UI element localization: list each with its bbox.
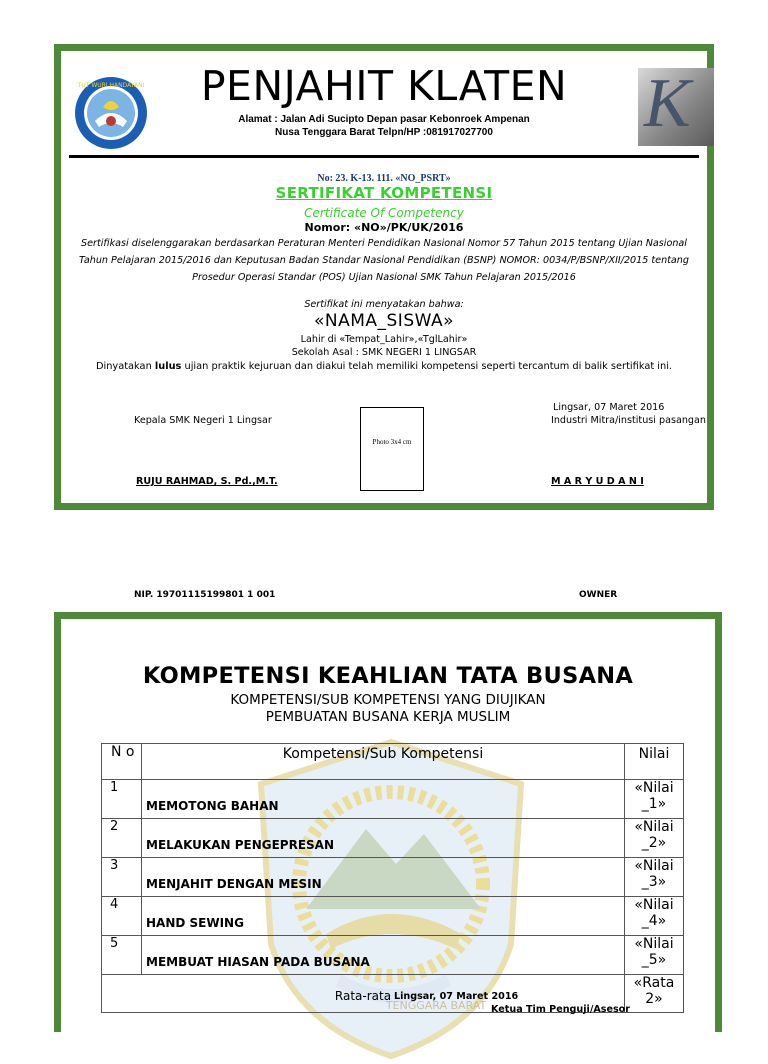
row-no: 1 — [102, 780, 142, 819]
declaration-part: Dinyatakan — [95, 361, 155, 372]
table-row — [102, 819, 684, 858]
table-row — [102, 858, 684, 897]
certificate-nomor: Nomor: «NO»/PK/UK/2016 — [304, 221, 464, 234]
table-row — [102, 897, 684, 936]
declaration-part: ujian praktik kejuruan dan diakui telah memiliki kompetensi seperti tercantum di balik sertifikat ini. — [181, 361, 673, 372]
header-divider — [69, 155, 699, 158]
business-name: PENJAHIT KLATEN — [200, 62, 568, 110]
header-no: N o — [102, 744, 142, 780]
school-head-signer: RUJU RAHMAD, S. Pd.,M.T. — [136, 476, 278, 487]
competency-package: PEMBUATAN BUSANA KERJA MUSLIM — [265, 709, 511, 725]
row-competency: HAND SEWING — [142, 897, 625, 936]
school-head-role: Kepala SMK Negeri 1 Lingsar — [134, 415, 272, 426]
table-header-row — [102, 744, 684, 780]
average-label: Rata-rata — [102, 975, 625, 1013]
birth-info: Lahir di «Tempat_Lahir»,«TglLahir» — [300, 334, 468, 345]
row-value: «Nilai _2» — [625, 819, 684, 858]
certification-basis — [61, 235, 707, 286]
average-value: «Rata 2» — [625, 975, 684, 1013]
header-competency: Kompetensi/Sub Kompetensi — [142, 744, 625, 780]
competency-subtitle: KOMPETENSI/SUB KOMPETENSI YANG DIUJIKAN — [230, 692, 546, 708]
header-value: Nilai — [625, 744, 684, 780]
row-no: 3 — [102, 858, 142, 897]
photo-label: Photo 3x4 cm — [372, 438, 412, 446]
row-value: «Nilai _4» — [625, 897, 684, 936]
watermark-text: TENGGARA BARAT — [385, 999, 487, 1012]
place-date: Lingsar, 07 Maret 2016 — [553, 402, 665, 413]
row-competency: MELAKUKAN PENGEPRESAN — [142, 819, 625, 858]
row-value: «Nilai _5» — [625, 936, 684, 975]
competency-title: KOMPETENSI KEAHLIAN TATA BUSANA — [142, 663, 634, 689]
row-no: 4 — [102, 897, 142, 936]
row-no: 5 — [102, 936, 142, 975]
certificate-number: No: 23. K-13. 111. «NO_PSRT» — [317, 173, 451, 184]
table-row — [102, 780, 684, 819]
brand-mark: K — [644, 68, 691, 142]
school-info: Sekolah Asal : SMK NEGERI 1 LINGSAR — [291, 347, 477, 358]
basis-line: Tahun Pelajaran 2015/2016 dan Keputusan Badan Standar Nasional Pendidikan (BSNP) NOMOR: 0034/P/BSNP/XII/2015 tentang — [79, 255, 689, 266]
nip-number: NIP. 19701115199801 1 001 — [134, 590, 276, 600]
industry-signer: M A R Y U D A N I — [551, 476, 644, 487]
examiner-role: Ketua Tim Penguji/Asesor — [491, 1004, 630, 1015]
declaration-text — [61, 361, 707, 372]
row-competency: MEMBUAT HIASAN PADA BUSANA — [142, 936, 625, 975]
basis-line: Sertifikasi diselenggarakan berdasarkan Peraturan Menteri Pendidikan Nasional Nomor 57 Tahun 2015 tentang Ujian Nasional — [81, 238, 687, 249]
business-address: Alamat : Jalan Adi Sucipto Depan pasar Kebonroek Ampenan — [238, 114, 530, 125]
certificate-subtitle: Certificate Of Competency — [304, 206, 464, 220]
certificate-title: SERTIFIKAT KOMPETENSI — [275, 184, 493, 202]
certificate-front — [54, 44, 714, 510]
row-no: 2 — [102, 819, 142, 858]
owner-label: OWNER — [579, 590, 618, 600]
industry-role: Industri Mitra/institusi pasangan — [551, 415, 706, 426]
row-competency: MEMOTONG BAHAN — [142, 780, 625, 819]
row-value: «Nilai _3» — [625, 858, 684, 897]
table-row — [102, 936, 684, 975]
competency-table — [101, 743, 684, 1013]
basis-line: Prosedur Operasi Standar (POS) Ujian Nasional SMK Tahun Pelajaran 2015/2016 — [192, 272, 576, 283]
business-contact: Nusa Tenggara Barat Telpn/HP :081917027700 — [275, 127, 493, 138]
exam-place-date: Lingsar, 07 Maret 2016 — [394, 991, 519, 1002]
logo-text: TUT WURI HANDAYANI — [77, 82, 145, 89]
row-competency: MENJAHIT DENGAN MESIN — [142, 858, 625, 897]
certificate-back — [54, 612, 722, 1032]
student-name: «NAMA_SISWA» — [313, 311, 455, 331]
row-value: «Nilai _1» — [625, 780, 684, 819]
photo-box — [360, 407, 424, 491]
declaration-emphasis: lulus — [154, 361, 182, 372]
brand-logo-image — [638, 68, 714, 146]
statement-text: Sertifikat ini menyatakan bahwa: — [304, 299, 464, 310]
